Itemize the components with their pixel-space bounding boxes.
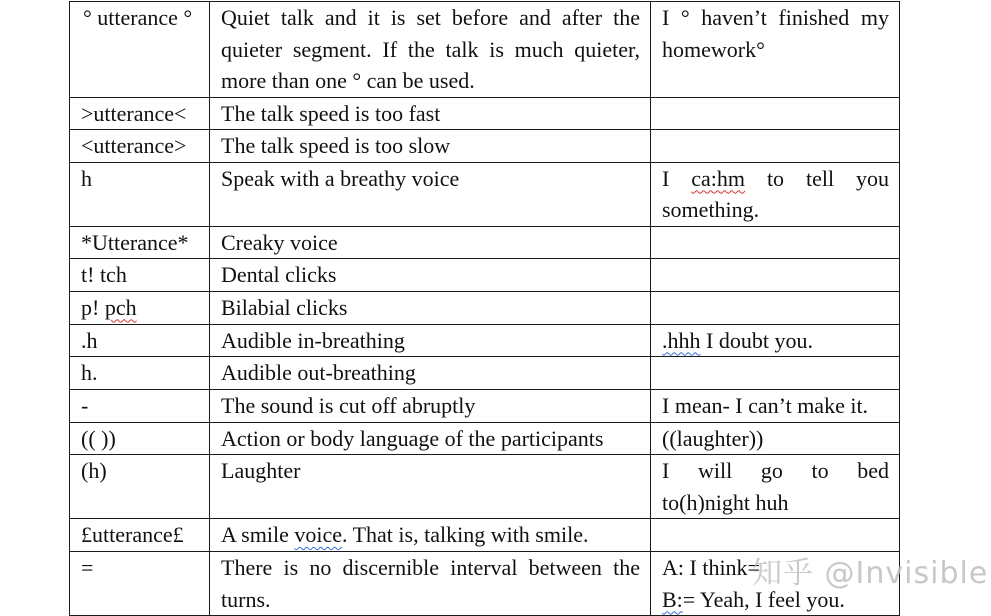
example-line: A: I think= [662, 555, 760, 580]
meaning-cell: Audible in-breathing [210, 324, 651, 357]
meaning-cell: Audible out-breathing [210, 357, 651, 390]
table-row [70, 324, 900, 357]
meaning-text: . That is, talking with smile. [342, 522, 589, 547]
example-text: to tell you something. [662, 165, 889, 222]
symbol-cell: <utterance> [70, 130, 210, 163]
watermark-zhihu: 知乎 @Invisible [752, 556, 989, 591]
meaning-cell: Creaky voice [210, 226, 651, 259]
meaning-cell: There is no discernible interval between the turns. [210, 552, 651, 616]
meaning-cell: The sound is cut off abruptly [210, 389, 651, 422]
symbol-text: p! [81, 294, 105, 320]
example-cell: I will go to bed to(h)night huh [651, 455, 900, 519]
example-cell [651, 259, 900, 292]
meaning-cell: Speak with a breathy voice [210, 162, 651, 226]
symbol-cell: >utterance< [70, 97, 210, 130]
meaning-cell: The talk speed is too fast [210, 97, 651, 130]
example-cell: I mean- I can’t make it. [651, 389, 900, 422]
meaning-cell: Bilabial clicks [210, 291, 651, 324]
table-row [70, 455, 900, 519]
table-row [70, 162, 900, 226]
table-row [70, 291, 900, 324]
example-cell [651, 324, 900, 357]
table-row [70, 2, 900, 98]
example-text: = Yeah, I feel you. [682, 586, 845, 612]
grammar-underlined-word: voice [294, 522, 342, 547]
example-cell [651, 130, 900, 163]
meaning-cell: Laughter [210, 455, 651, 519]
example-cell [651, 162, 900, 226]
table-row [70, 519, 900, 552]
transcription-notation-table [69, 1, 900, 616]
table-row [70, 97, 900, 130]
table-row [70, 422, 900, 455]
symbol-cell: = [70, 552, 210, 616]
spellcheck-underlined-word: ca:hm [691, 165, 746, 191]
symbol-cell: .h [70, 324, 210, 357]
symbol-cell: ° utterance ° [70, 2, 210, 98]
table-row [70, 226, 900, 259]
table-row [70, 130, 900, 163]
meaning-cell [210, 519, 651, 552]
meaning-cell: Dental clicks [210, 259, 651, 292]
symbol-cell [70, 291, 210, 324]
example-cell [651, 357, 900, 390]
symbol-cell: - [70, 389, 210, 422]
meaning-cell: The talk speed is too slow [210, 130, 651, 163]
meaning-cell: Quiet talk and it is set before and after the quieter segment. If the talk is much quieter, more than one ° can be used. [210, 2, 651, 98]
symbol-cell: *Utterance* [70, 226, 210, 259]
example-cell: I ° haven’t finished my homework° [651, 2, 900, 98]
table-row [70, 357, 900, 390]
example-text: I doubt you. [700, 327, 813, 353]
symbol-cell: (h) [70, 455, 210, 519]
table-row [70, 259, 900, 292]
meaning-cell: Action or body language of the participants [210, 422, 651, 455]
symbol-cell: £utterance£ [70, 519, 210, 552]
example-cell [651, 291, 900, 324]
table-row [70, 552, 900, 616]
symbol-cell: h. [70, 357, 210, 390]
grammar-underlined-word: .hhh [662, 327, 701, 353]
example-cell [651, 226, 900, 259]
grammar-underlined-word: B: [662, 586, 683, 612]
meaning-text: A smile [221, 522, 295, 547]
example-line [662, 584, 889, 616]
example-cell [651, 97, 900, 130]
symbol-cell: (( )) [70, 422, 210, 455]
spellcheck-underlined-word: pch [104, 294, 137, 320]
symbol-cell: h [70, 162, 210, 226]
example-cell [651, 552, 900, 616]
symbol-cell: t! tch [70, 259, 210, 292]
example-text: I [662, 165, 692, 191]
example-cell [651, 519, 900, 552]
example-cell: ((laughter)) [651, 422, 900, 455]
table-row [70, 389, 900, 422]
